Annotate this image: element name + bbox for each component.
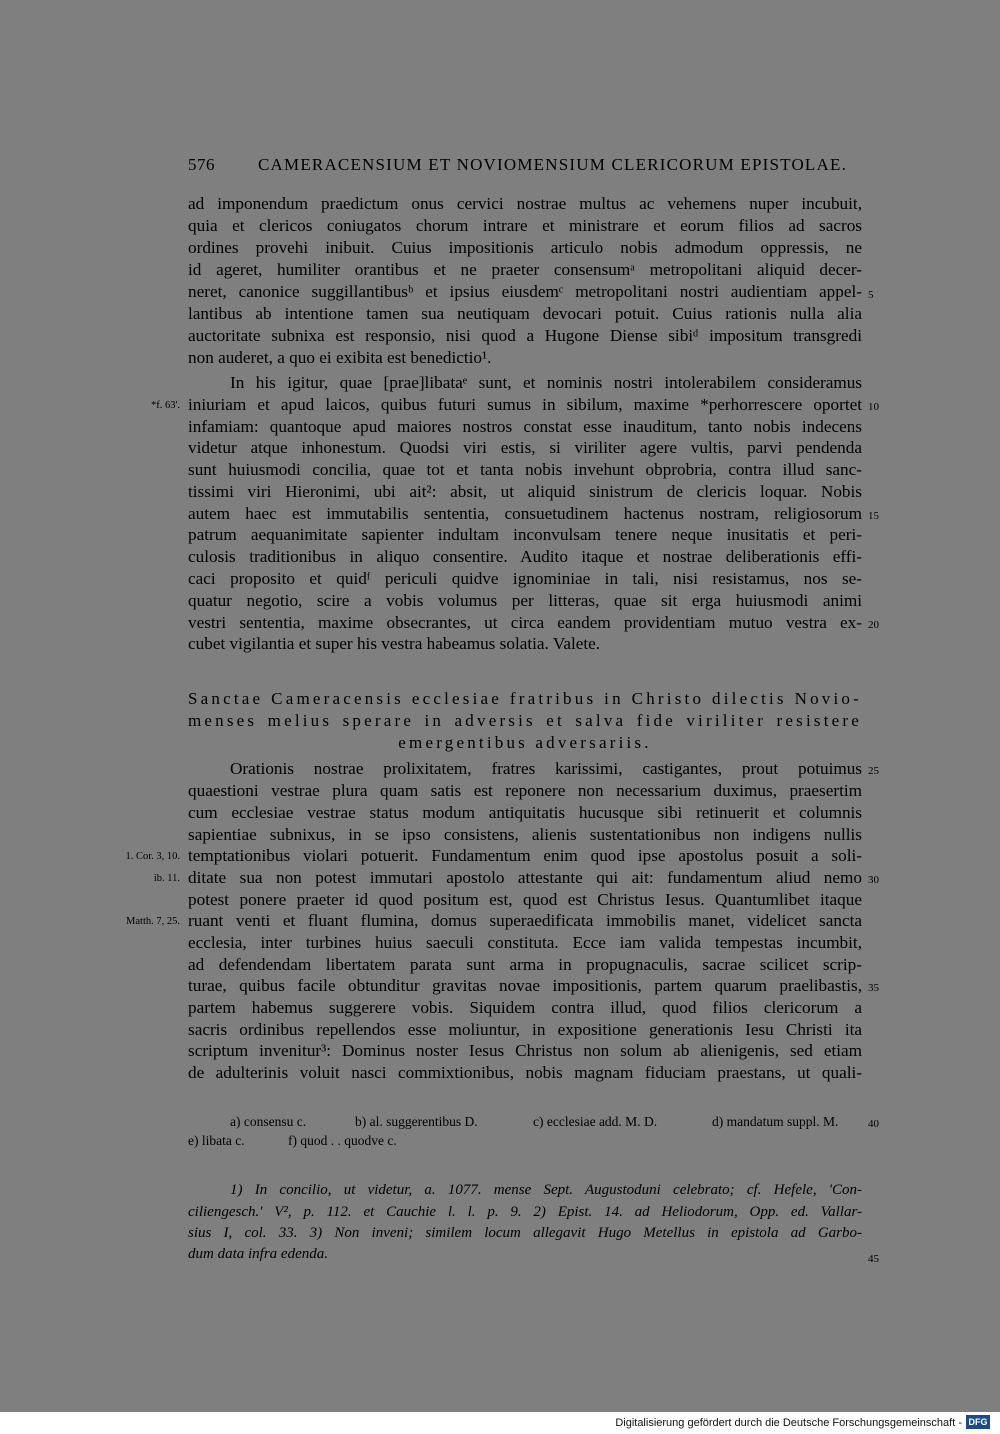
line-number: 5 — [868, 289, 874, 301]
line-number: 15 — [868, 510, 879, 522]
letter-title-line: Sanctae Cameracensis ecclesiae fratribus in Christo dilectis Novio- — [188, 689, 862, 708]
apparatus-note: c) ecclesiae add. M. D. — [533, 1114, 658, 1129]
apparatus-note: b) al. suggerentibus D. — [355, 1114, 478, 1129]
apparatus-note: a) consensu c. — [230, 1114, 307, 1129]
line-number: 20 — [868, 619, 879, 631]
margin-note: ib. 11. — [153, 873, 180, 884]
line-number: 45 — [868, 1253, 879, 1265]
text-line: iniuriam et apud laicos, quibus futuri sumus in sibilum, maxime *perhorrescere oportet — [188, 395, 862, 414]
text-line: tissimi viri Hieronimi, ubi ait²: absit, ut aliquid sinistrum de clericis loquar. Nobis — [188, 482, 862, 501]
text-line: ruant venti et fluant flumina, domus superaedificata immobilis manet, videlicet sancta — [188, 911, 862, 930]
apparatus-note: e) libata c. — [188, 1133, 245, 1148]
letter-title-line: emergentibus adversariis. — [398, 733, 652, 752]
text-line: quatur negotio, scire a vobis volumus per litteras, quae sit erga huiusmodi animi — [188, 591, 862, 610]
text-line: quia et clericos coniugatos chorum intrare et ministrare et eorum filios ad sacros — [188, 216, 862, 235]
margin-note: *f. 63'. — [150, 400, 180, 411]
text-line: ad defendendam libertatem parata sunt arma in propugnaculis, sacrae scilicet scrip- — [188, 955, 862, 974]
letter-title-line: menses melius sperare in adversis et salva fide viriliter resistere — [188, 711, 862, 730]
text-line: infamiam: quantoque apud maiores nostros constat esse inauditum, tanto nobis indecens — [188, 417, 862, 436]
text-line: autem haec est immutabilis sententia, consuetudinem hactenus nostram, religiosorum — [188, 504, 862, 523]
text-line: de adulterinis voluit nasci commixtionibus, nobis magnam fiduciam praestans, ut quali- — [188, 1063, 862, 1082]
text-line: turae, quibus facile obtunditur gravitas novae impositionis, partem quarum praelibastis, — [188, 976, 862, 995]
text-line: ditate sua non potest immutari apostolo attestante qui ait: fundamentum aliud nemo — [188, 868, 862, 887]
text-line: sacris ordinibus repellendos esse moliuntur, in expositione generationis Iesu Christi ita — [188, 1020, 862, 1039]
text-line: partem habemus suggerere vobis. Siquidem contra illud, quod filios clericorum a — [188, 998, 862, 1017]
text-line: auctoritate subnixa est responsio, nisi quod a Hugone Diense sibiᵈ impositum transgredi — [188, 326, 862, 345]
footnote-line: dum data infra edenda. — [188, 1246, 328, 1262]
dfg-logo: DFG — [966, 1415, 990, 1429]
text-line: In his igitur, quae [prae]libataᵉ sunt, et nominis nostri intolerabilem consideramus — [230, 373, 862, 392]
line-number: 30 — [868, 874, 879, 886]
text-line: ad imponendum praedictum onus cervici nostrae multus ac vehemens nuper incubuit, — [188, 194, 862, 213]
text-line: sunt huiusmodi concilia, quae tot et tanta nobis invehunt obprobria, contra illud sanc- — [188, 460, 862, 479]
text-line: ecclesia, inter turbines huius saeculi constituta. Ecce iam valida tempestas incumbit, — [188, 933, 862, 952]
text-line: caci proposito et quidᶠ periculi quidve ignominiae in tali, nisi resistamus, nos se- — [188, 569, 862, 588]
text-line: vestri sententia, maxime obsecrantes, ut circa eandem providentiam mutuo vestra ex- — [188, 613, 862, 632]
text-line: ordines provehi inibuit. Cuius impositionis articulo nobis admodum oppressis, ne — [188, 238, 862, 257]
text-line: cubet vigilantia et super his vestra habeamus solatia. Valete. — [188, 634, 601, 653]
line-number: 10 — [868, 401, 879, 413]
text-line: culosis traditionibus in aliquo consentire. Audito itaque et nostrae deliberationis effi- — [188, 547, 862, 566]
footnote-line: 1) In concilio, ut videtur, a. 1077. mense Sept. Augustoduni celebrato; cf. Hefele, 'Con- — [230, 1182, 862, 1198]
text-line: patrum aequanimitate sapienter indultam inconvulsam tenere neque inusitatis et peri- — [188, 525, 862, 544]
line-number: 40 — [868, 1118, 879, 1130]
text-line: non auderet, a quo ei exibita est benedictio¹. — [188, 348, 492, 367]
text-line: neret, canonice suggillantibusᵇ et ipsius eiusdemᶜ metropolitani nostri audientiam appel- — [188, 282, 862, 301]
text-line: videtur atque inhonestum. Quodsi viri estis, si viriliter agere vultis, parvi pendenda — [188, 438, 862, 457]
apparatus-note: d) mandatum suppl. M. — [712, 1114, 839, 1129]
margin-note: Matth. 7, 25. — [126, 916, 180, 927]
text-line: Orationis nostrae prolixitatem, fratres karissimi, castigantes, prout potuimus — [230, 759, 862, 778]
page-number: 576 — [188, 155, 215, 174]
text-line: lantibus ab intentione tamen sua neutiquam devocari potuit. Cuius rationis nulla alia — [188, 304, 862, 323]
footnote-line: ciliengesch.' V², p. 112. et Cauchie l. l. p. 9. 2) Epist. 14. ad Heliodorum, Opp. ed. Vallar- — [188, 1204, 862, 1220]
text-line: quaestioni vestrae plura quam satis est reponere non necessarium duximus, praesertim — [188, 781, 862, 800]
apparatus-note: f) quod . . quodve c. — [288, 1133, 397, 1148]
text-line: scriptum invenitur³: Dominus noster Iesus Christus non solum ab alienigenis, sed etiam — [188, 1041, 862, 1060]
line-number: 35 — [868, 982, 879, 994]
footnote-line: sius I, col. 33. 3) Non inveni; similem locum allegavit Hugo Metellus in epistola ad Garbo- — [188, 1225, 862, 1241]
running-title: CAMERACENSIUM ET NOVIOMENSIUM CLERICORUM EPISTOLAE. — [258, 155, 848, 174]
line-number: 25 — [868, 765, 879, 777]
text-line: cum ecclesiae vestrae status modum antiquitatis hucusque sibi retinuerit et columnis — [188, 803, 862, 822]
margin-note: 1. Cor. 3, 10. — [125, 851, 180, 862]
funding-credit: Digitalisierung gefördert durch die Deutsche Forschungsgemeinschaft - — [615, 1417, 962, 1429]
text-line: id ageret, humiliter orantibus et ne praeter consensumᵃ metropolitani aliquid decer- — [188, 260, 862, 279]
text-line: sapientiae subnixus, in se ipso consistens, alienis sustentationibus non indigens nullis — [188, 825, 862, 844]
text-line: potest ponere praeter id quod positum est, quod est Christus Iesus. Quantumlibet itaque — [188, 890, 862, 909]
text-line: temptationibus violari potuerit. Fundamentum enim quod ipse apostolus posuit a soli- — [188, 846, 862, 865]
